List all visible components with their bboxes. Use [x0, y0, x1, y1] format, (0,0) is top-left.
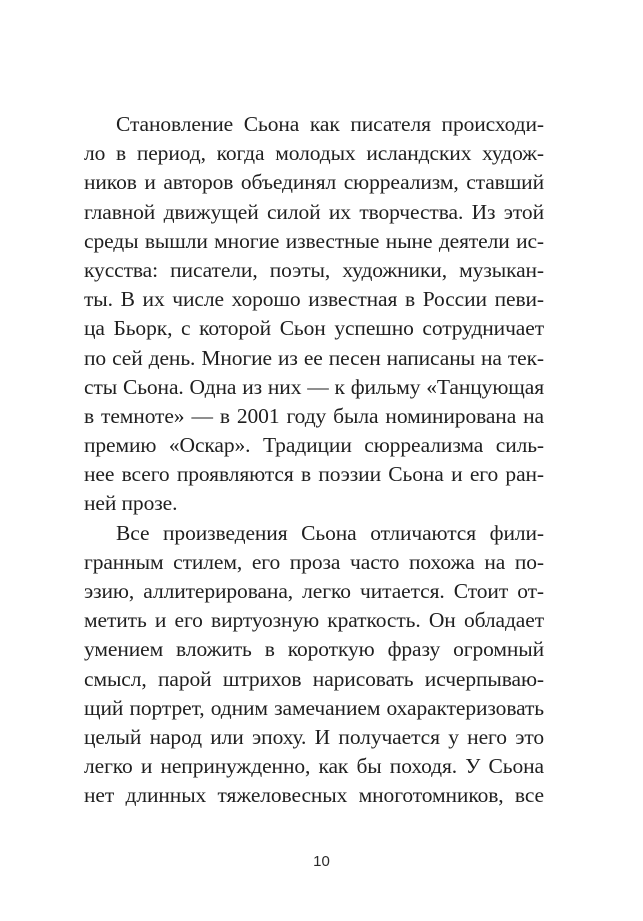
text-line: ты. В их числе хорошо известная в России певи- [84, 287, 544, 312]
text-line: премию «Оскар». Традиции сюрреализма силь- [84, 433, 544, 458]
text-line: кусства: писатели, поэты, художники, музыкан- [84, 257, 544, 282]
paragraph-1 [84, 110, 544, 519]
text-line: гранным стилем, его проза часто похожа на по- [84, 549, 544, 574]
text-line: метить и его виртуозную краткость. Он обладает [84, 608, 544, 633]
text-line: Становление Сьона как писателя происходи- [116, 112, 544, 136]
text-line: эзию, аллитерирована, легко читается. Стоит от- [84, 579, 544, 603]
text-line: Все произведения Сьона отличаются фили- [116, 520, 544, 545]
text-line: среды вышли многие известные ныне деятели ис- [84, 228, 544, 253]
text-line: ней прозе. [84, 491, 178, 516]
text-line: легко и непринужденно, как бы походя. У Сьона [84, 754, 544, 779]
text-line: ца Бьорк, с которой Сьон успешно сотрудничает [84, 316, 544, 341]
text-line: целый народ или эпоху. И получается у него это [84, 724, 544, 749]
text-line: по сей день. Многие из ее песен написаны на тек- [84, 345, 544, 370]
paragraph-2 [84, 519, 544, 811]
text-line: в темноте» — в 2001 году была номинирована на [84, 403, 544, 428]
text-line: нет длинных тяжеловесных многотомников, все [84, 783, 544, 808]
text-line: щий портрет, одним замечанием охарактеризовать [84, 695, 544, 720]
text-line: смысл, парой штрихов нарисовать исчерпываю- [84, 666, 544, 691]
page-number: 10 [313, 853, 330, 870]
text-line: умением вложить в короткую фразу огромный [84, 637, 544, 662]
text-line: нее всего проявляются в поэзии Сьона и его ран- [84, 462, 544, 487]
body-text [84, 110, 544, 811]
text-line: ло в период, когда молодых исландских худож- [84, 141, 544, 166]
text-line: ников и авторов объединял сюрреализм, ставший [84, 170, 544, 195]
text-line: сты Сьона. Одна из них — к фильму «Танцующая [84, 374, 544, 399]
text-line: главной движущей силой их творчества. Из этой [84, 199, 544, 224]
